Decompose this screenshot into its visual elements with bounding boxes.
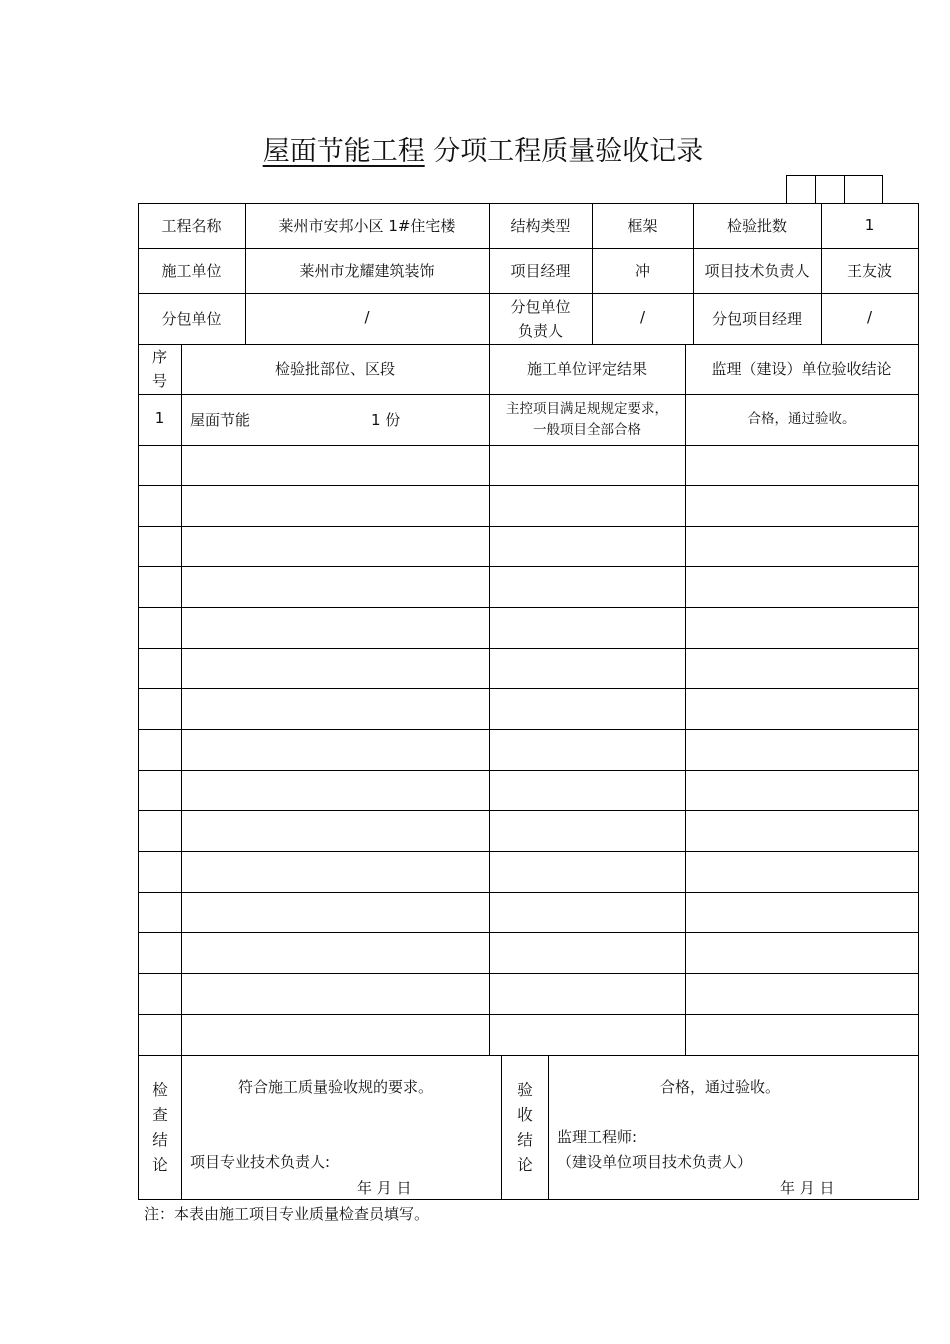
contractor-value: 莱州市龙耀建筑装饰 (299, 261, 435, 280)
seq-header-line1: 序 (151, 348, 167, 366)
check-date: 年 月 日 (357, 1179, 412, 1197)
title-subject: 屋面节能工程 (262, 136, 425, 167)
tech-lead-label: 项目技术负责人 (704, 261, 810, 280)
page-title (0, 134, 950, 170)
row-seq: 1 (154, 409, 165, 427)
row-conclusion: 合格，通过验收。 (747, 411, 856, 427)
row-eval-line2: 一般项目全部合格 (533, 421, 641, 438)
row-count: 1 份 (371, 411, 401, 429)
batch-count-label: 检验批数 (726, 216, 787, 235)
eval-header: 施工单位评定结果 (526, 360, 647, 378)
batch-count-value: 1 (864, 216, 875, 234)
project-name-value: 莱州市安邦小区 1#住宅楼 (278, 216, 456, 235)
check-label-char: 论 (152, 1156, 168, 1174)
location-header: 检验批部位、区段 (274, 360, 395, 378)
sub-pm-label: 分包项目经理 (711, 309, 802, 328)
sub-lead-label-line1: 分包单位 (510, 297, 571, 316)
accept-label-char: 收 (517, 1106, 533, 1124)
seq-header (138, 344, 181, 394)
record-code-boxes (786, 175, 883, 203)
sub-lead-value: / (639, 307, 646, 326)
row-eval (489, 394, 685, 445)
structure-type-label: 结构类型 (510, 216, 571, 235)
accept-signer-2: （建设单位项目技术负责人） (557, 1153, 753, 1171)
conclusion-header: 监理（建设）单位验收结论 (711, 360, 892, 378)
check-label-char: 查 (152, 1106, 168, 1124)
accept-text: 合格，通过验收。 (660, 1078, 781, 1096)
code-box (845, 176, 882, 204)
accept-label-char: 论 (517, 1156, 533, 1174)
accept-date: 年 月 日 (780, 1179, 835, 1197)
structure-type-value: 框架 (627, 216, 658, 235)
accept-label-char: 验 (517, 1081, 533, 1099)
project-manager-value: 冲 (634, 261, 650, 280)
footnote: 注：本表由施工项目专业质量检查员填写。 (144, 1205, 430, 1223)
subcontractor-label: 分包单位 (161, 309, 222, 328)
project-manager-label: 项目经理 (510, 261, 571, 280)
check-label-char: 检 (152, 1081, 168, 1099)
sub-pm-value: / (866, 307, 873, 326)
title-rest: 分项工程质量验收记录 (433, 136, 704, 167)
accept-label (515, 1078, 535, 1178)
accept-label-char: 结 (517, 1131, 533, 1149)
contractor-label: 施工单位 (161, 261, 222, 280)
sub-lead-label-line2: 负责人 (517, 321, 563, 340)
check-label-char: 结 (152, 1131, 168, 1149)
project-name-label: 工程名称 (161, 216, 222, 235)
tech-lead-value: 王友波 (846, 261, 892, 280)
check-label (150, 1078, 170, 1178)
seq-header-line2: 号 (151, 372, 167, 390)
row-eval-line1: 主控项目满足规规定要求， (506, 400, 668, 417)
sub-lead-label (489, 293, 592, 344)
row-location: 屋面节能 (190, 411, 251, 429)
check-text: 符合施工质量验收规的要求。 (238, 1078, 434, 1096)
code-box (787, 176, 816, 204)
code-box (816, 176, 845, 204)
subcontractor-value: / (364, 307, 370, 326)
check-signer: 项目专业技术负责人: (190, 1153, 331, 1171)
accept-signer: 监理工程师: (557, 1128, 638, 1146)
